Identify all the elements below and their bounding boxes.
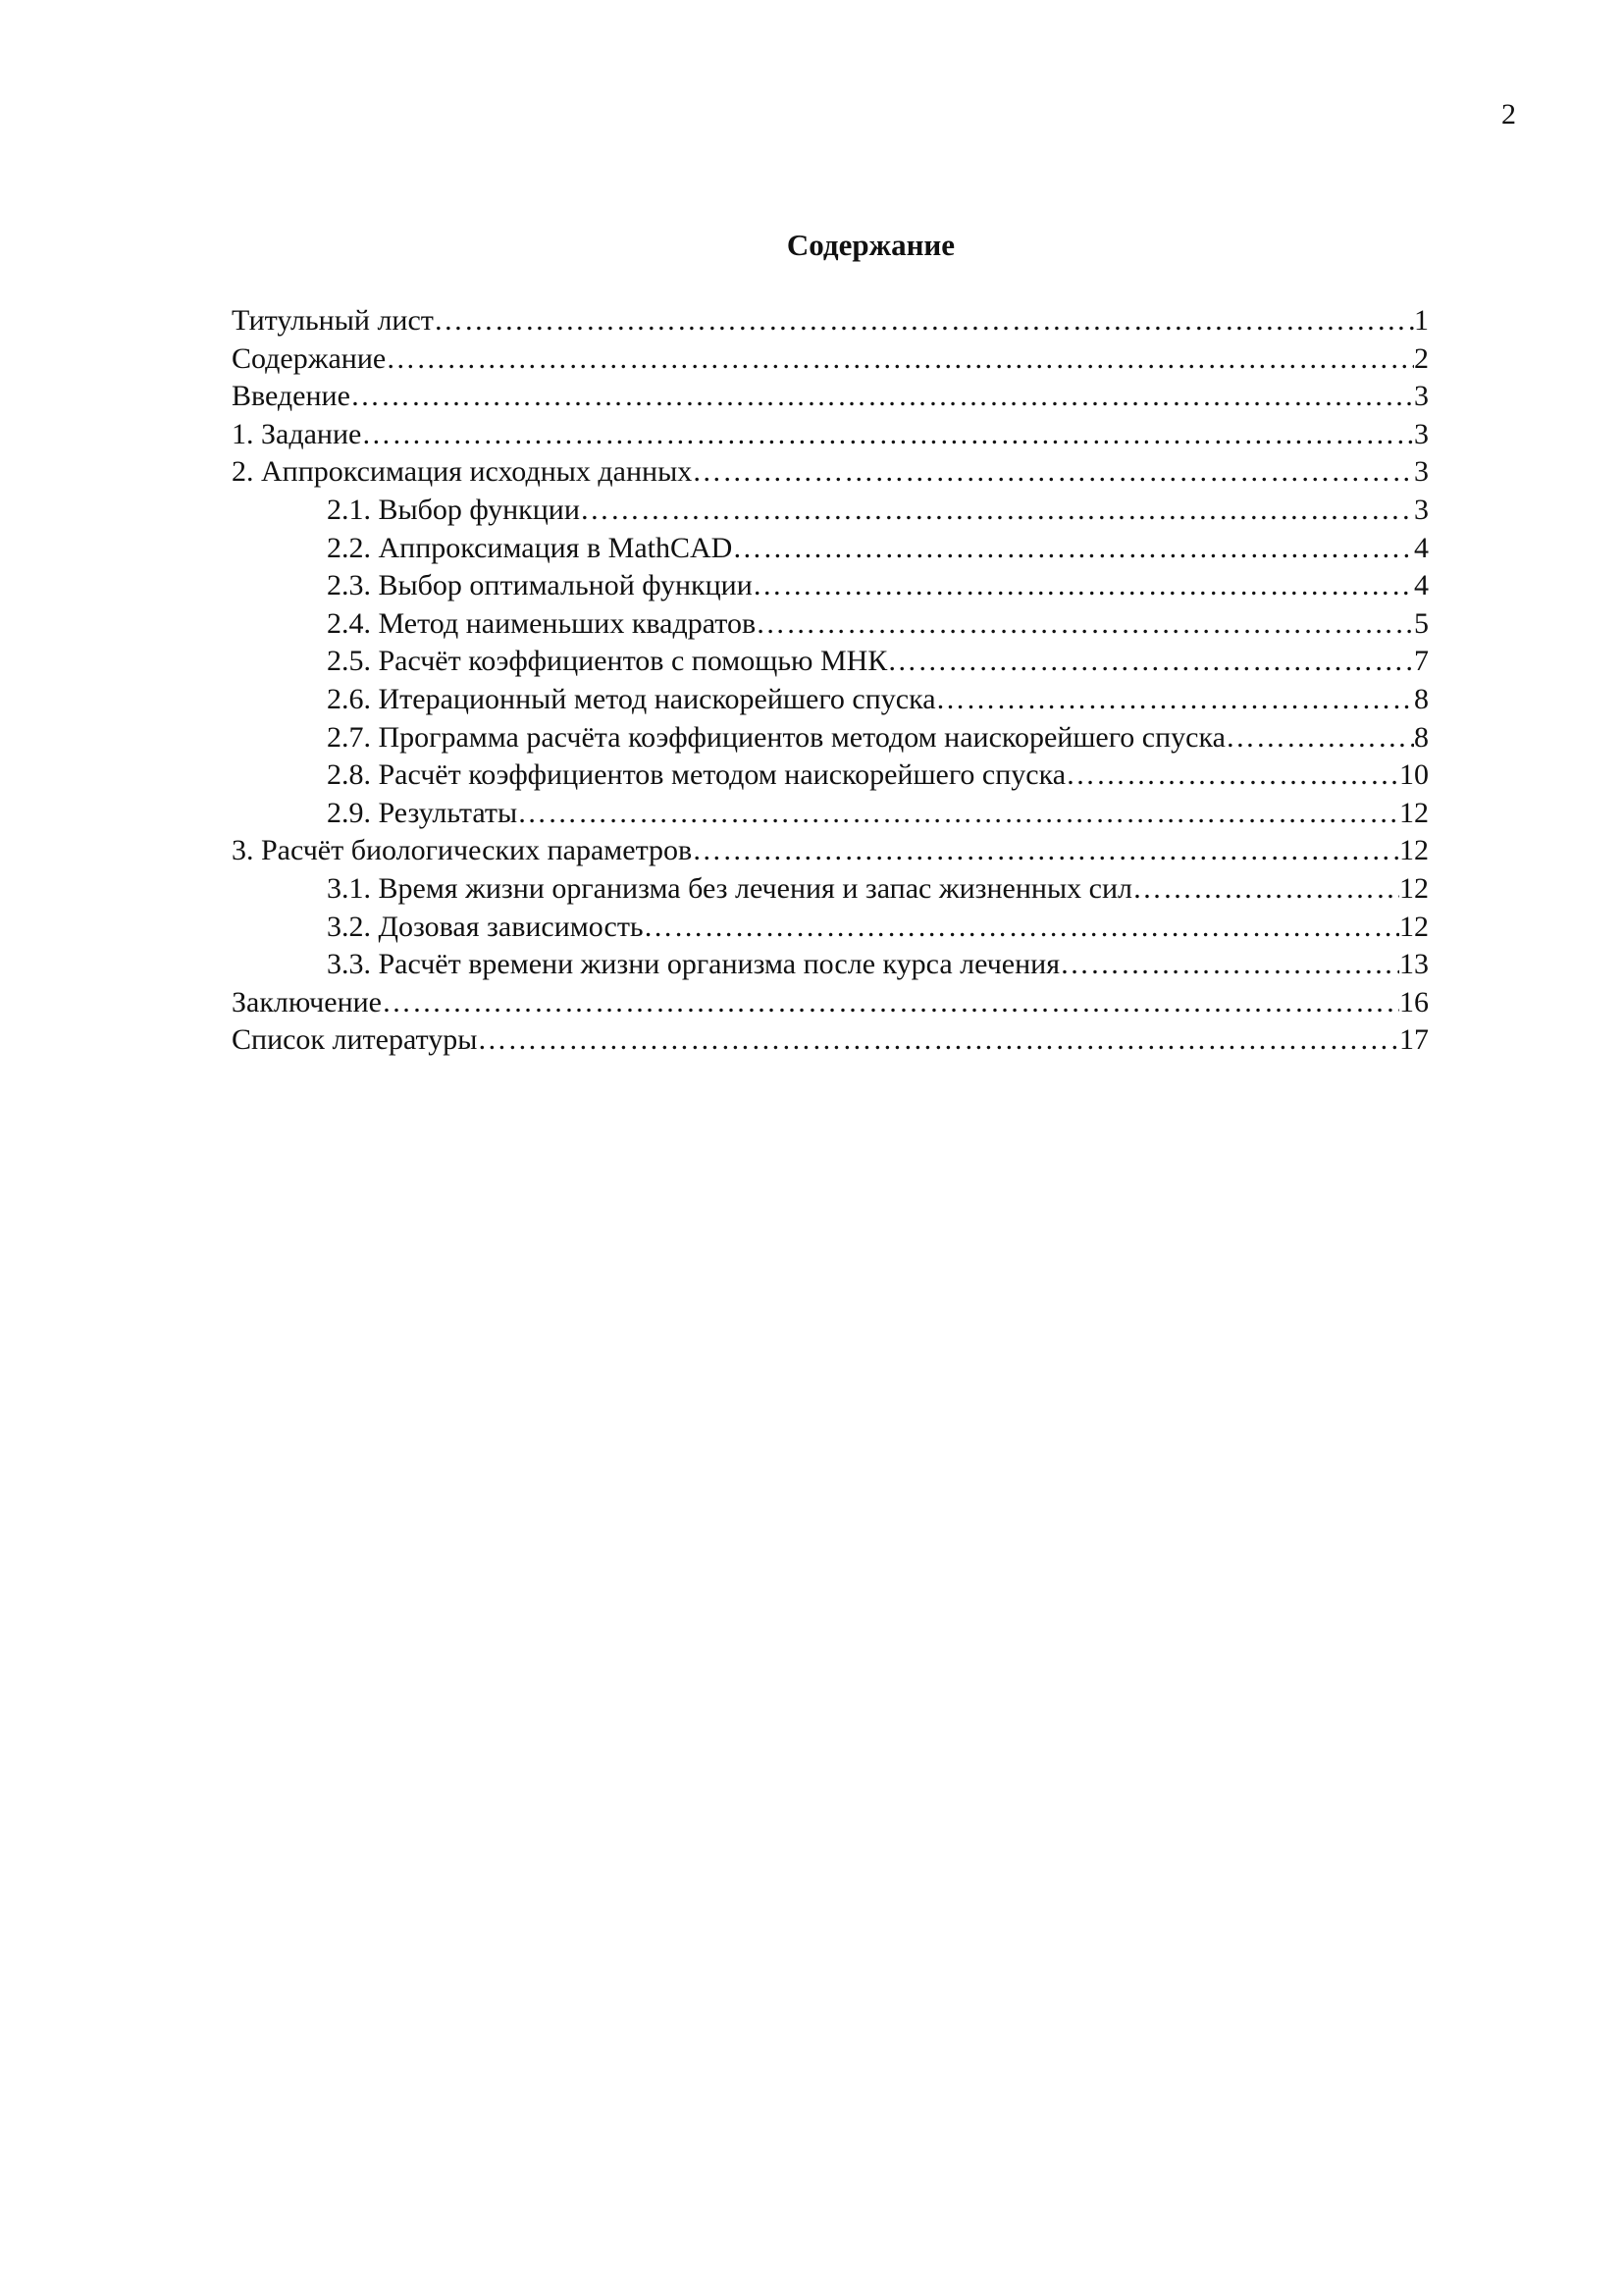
toc-leader-dots	[756, 605, 1414, 644]
toc-entry-page: 12	[1399, 871, 1429, 905]
toc-leader-dots	[434, 302, 1414, 340]
toc-entry-page: 3	[1414, 493, 1429, 526]
table-of-contents	[232, 302, 1429, 1060]
toc-entry-page: 8	[1414, 682, 1429, 715]
toc-leader-dots	[887, 643, 1414, 681]
toc-entry-label: 2.7. Программа расчёта коэффициентов методом наискорейшего спуска	[327, 720, 1226, 754]
toc-entry-label: 3. Расчёт биологических параметров	[232, 834, 693, 867]
toc-entry	[232, 530, 1429, 568]
toc-entry-label: 2. Аппроксимация исходных данных	[232, 455, 693, 489]
toc-entry-page: 4	[1414, 569, 1429, 602]
toc-entry	[232, 416, 1429, 454]
toc-entry-page: 3	[1414, 417, 1429, 450]
toc-leader-dots	[350, 378, 1414, 416]
toc-entry-label: 2.9. Результаты	[327, 796, 518, 829]
toc-leader-dots	[692, 832, 1399, 870]
toc-entry	[232, 984, 1429, 1022]
toc-entry	[232, 795, 1429, 833]
toc-leader-dots	[517, 795, 1399, 833]
toc-entry-page: 3	[1414, 455, 1429, 489]
toc-leader-dots	[692, 453, 1414, 492]
toc-entry-label: Список литературы	[232, 1023, 478, 1057]
toc-entry	[232, 378, 1429, 416]
toc-leader-dots	[1066, 757, 1399, 795]
toc-leader-dots	[382, 984, 1399, 1022]
toc-leader-dots	[753, 567, 1414, 605]
toc-entry	[232, 870, 1429, 909]
toc-entry-page: 1	[1414, 304, 1429, 337]
toc-entry-label: 2.2. Аппроксимация в MathCAD	[327, 531, 733, 564]
toc-entry	[232, 946, 1429, 984]
toc-entry	[232, 340, 1429, 379]
toc-entry	[232, 1021, 1429, 1060]
toc-entry-label: Введение	[232, 380, 350, 413]
toc-leader-dots	[936, 681, 1414, 719]
toc-entry-label: Титульный лист	[232, 304, 434, 337]
toc-entry-page: 3	[1414, 380, 1429, 413]
toc-entry-label: 2.8. Расчёт коэффициентов методом наискорейшего спуска	[327, 758, 1067, 792]
toc-entry-page: 2	[1414, 341, 1429, 375]
toc-entry-label: 2.6. Итерационный метод наискорейшего спуска	[327, 682, 936, 715]
toc-entry-label: 3.2. Дозовая зависимость	[327, 910, 644, 943]
toc-leader-dots	[1226, 719, 1414, 757]
toc-entry-page: 16	[1399, 985, 1429, 1018]
toc-entry	[232, 567, 1429, 605]
toc-entry-page: 5	[1414, 606, 1429, 640]
toc-entry-page: 12	[1399, 910, 1429, 943]
toc-entry	[232, 492, 1429, 530]
toc-entry	[232, 643, 1429, 681]
toc-entry	[232, 832, 1429, 870]
toc-entry-page: 12	[1399, 796, 1429, 829]
toc-leader-dots	[477, 1021, 1399, 1060]
toc-leader-dots	[1132, 870, 1399, 909]
toc-leader-dots	[1060, 946, 1399, 984]
toc-entry-page: 7	[1414, 645, 1429, 678]
toc-entry	[232, 681, 1429, 719]
toc-leader-dots	[361, 416, 1414, 454]
toc-leader-dots	[580, 492, 1414, 530]
toc-entry-page: 17	[1399, 1023, 1429, 1057]
toc-entry	[232, 605, 1429, 644]
page-title: Содержание	[786, 228, 956, 262]
toc-entry-page: 8	[1414, 720, 1429, 754]
toc-entry-label: Содержание	[232, 341, 387, 375]
toc-entry	[232, 719, 1429, 757]
toc-entry-page: 10	[1399, 758, 1429, 792]
toc-entry-label: Заключение	[232, 985, 382, 1018]
toc-entry-label: 2.5. Расчёт коэффициентов с помощью МНК	[327, 645, 888, 678]
page-number: 2	[1501, 98, 1516, 130]
toc-leader-dots	[644, 909, 1399, 947]
toc-entry-label: 3.1. Время жизни организма без лечения и запас жизненных сил	[327, 871, 1132, 905]
toc-entry-label: 2.3. Выбор оптимальной функции	[327, 569, 753, 602]
toc-entry	[232, 757, 1429, 795]
toc-entry-label: 2.4. Метод наименьших квадратов	[327, 606, 757, 640]
toc-entry-label: 3.3. Расчёт времени жизни организма после курса лечения	[327, 948, 1061, 981]
toc-entry-page: 13	[1399, 948, 1429, 981]
toc-entry	[232, 453, 1429, 492]
toc-entry-page: 4	[1414, 531, 1429, 564]
toc-leader-dots	[732, 530, 1414, 568]
toc-entry	[232, 909, 1429, 947]
toc-entry-label: 1. Задание	[232, 417, 362, 450]
toc-entry	[232, 302, 1429, 340]
toc-leader-dots	[386, 340, 1414, 379]
toc-entry-page: 12	[1399, 834, 1429, 867]
toc-entry-label: 2.1. Выбор функции	[327, 493, 580, 526]
